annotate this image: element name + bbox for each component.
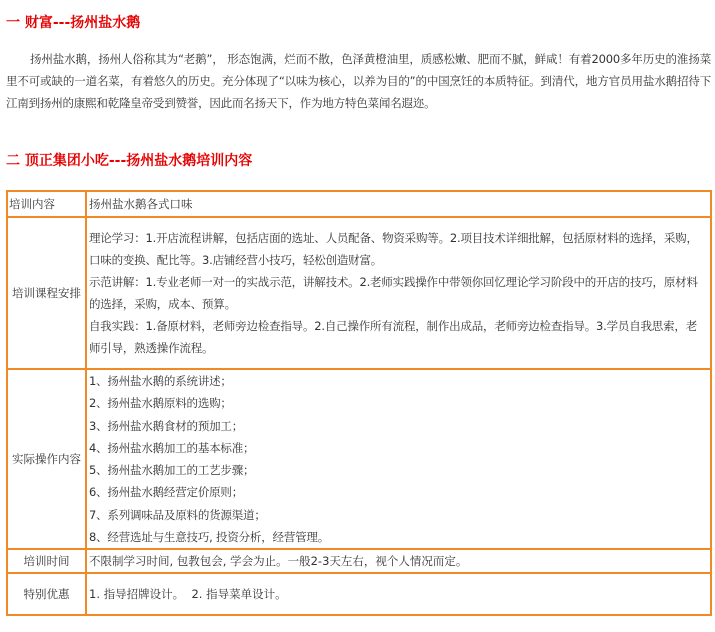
intro-paragraph: 扬州盐水鹅，扬州人俗称其为“老鹅”， 形态饱满，烂而不散，色泽黄橙油里，质感松嫩、肥而不腻，鲜咸！有着2000多年历史的淮扬菜里不可或缺的一道名菜，有着悠久的历史。充分体现了“以味为核心，以养为目的”的中国烹饪的本质特征。到清代，地方官员用盐水鹅招待下江南到扬州的康熙和乾隆皇帝受到赞誉，因此而名扬天下，作为地方特色菜闻名遐迩。	[6, 52, 711, 110]
table-row	[7, 573, 711, 615]
list-item: 1、扬州盐水鹅的系统讲述；	[89, 374, 232, 388]
list-item: 7、系列调味品及原料的货源渠道；	[89, 507, 266, 522]
table-row	[7, 217, 711, 369]
label-training-content: 培训内容	[7, 191, 86, 217]
label-course-schedule: 培训课程安排	[7, 217, 86, 369]
list-item: 4、扬州盐水鹅加工的基本标准；	[89, 440, 255, 455]
list-item: 6、扬州盐水鹅经营定价原则；	[89, 485, 244, 500]
list-item: 5、扬州盐水鹅加工的工艺步骤；	[89, 463, 255, 478]
section-title-wealth: 一 财富---扬州盐水鹅	[6, 15, 141, 31]
training-table	[6, 190, 712, 616]
table-row	[7, 549, 711, 573]
value-special-offer: 1. 指导招牌设计。 2. 指导菜单设计。	[86, 573, 711, 615]
section-title-training: 二 顶正集团小吃---扬州盐水鹅培训内容	[6, 153, 253, 169]
value-training-time: 不限制学习时间, 包教包会, 学会为止。一般2-3天左右，视个人情况而定。	[86, 549, 711, 573]
schedule-demo: 示范讲解：1.专业老师一对一的实战示范，讲解技术。2.老师实践操作中带领你回忆理论学习阶段中的开店的技巧，原材料的选择，采购，成本、预算。	[89, 275, 698, 311]
schedule-theory: 理论学习：1.开店流程讲解，包括店面的选址、人员配备、物资采购等。2.项目技术详细批解，包括原材料的选择，采购，口味的变换、配比等。3.店铺经营小技巧，轻松创造财富。	[89, 231, 698, 267]
value-practical-content	[86, 369, 711, 549]
list-item: 3、扬州盐水鹅食材的预加工；	[89, 418, 244, 433]
label-practical-content: 实际操作内容	[7, 369, 86, 549]
value-training-content: 扬州盐水鹅各式口味	[86, 191, 711, 217]
label-training-time: 培训时间	[7, 549, 86, 573]
label-special-offer: 特别优惠	[7, 573, 86, 615]
list-item: 2、扬州盐水鹅原料的选购；	[89, 396, 232, 411]
value-course-schedule	[86, 217, 711, 369]
schedule-practice: 自我实践：1.备原材料，老师旁边检查指导。2.自己操作所有流程，制作出成品，老师旁边检查指导。3.学员自我思索，老师引导，熟透操作流程。	[89, 319, 698, 355]
list-item: 8、经营选址与生意技巧, 投资分析，经营管理。	[89, 530, 330, 545]
table-row	[7, 191, 711, 217]
table-row	[7, 369, 711, 549]
